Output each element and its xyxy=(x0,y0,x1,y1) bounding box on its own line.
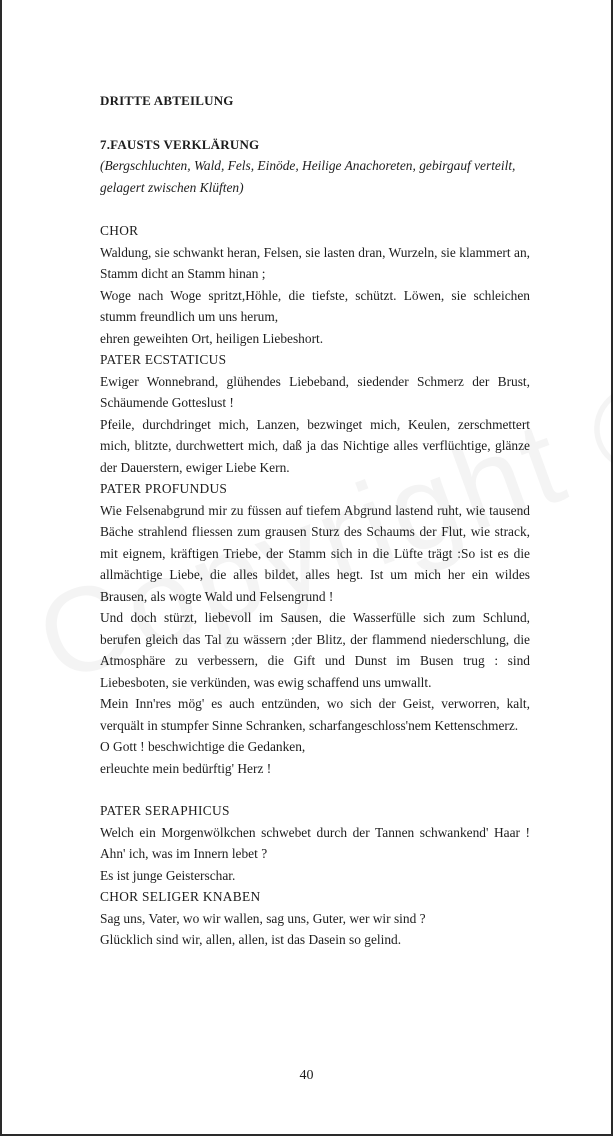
speech-paragraph: Sag uns, Vater, wo wir wallen, sag uns, Guter, wer wir sind ? xyxy=(100,910,426,926)
speaker-name: PATER ECSTATICUS xyxy=(100,352,227,367)
speech-paragraph: Welch ein Morgenwölkchen schwebet durch der Tannen schwankend' Haar ! Ahn' ich, was im Innern lebet ? xyxy=(100,824,530,861)
page-number: 40 xyxy=(299,1068,314,1083)
dialogue-part-2 xyxy=(100,800,530,951)
dialogue-part-1 xyxy=(100,220,530,779)
speech-paragraph: Es ist junge Geisterschar. xyxy=(100,867,236,883)
speech-paragraph: erleuchte mein bedürftig' Herz ! xyxy=(100,760,272,776)
speech-paragraph: ehren geweihten Ort, heiligen Liebeshort. xyxy=(100,330,324,346)
page-content xyxy=(100,90,530,951)
speech-paragraph: Pfeile, durchdringet mich, Lanzen, bezwinget mich, Keulen, zerschmettert mich, blitzte, durchwettert mich, daß ja das Nichtige alles verflüchtige, glänze der Dauerstern, ewiger Liebe Kern. xyxy=(100,416,530,475)
speech-paragraph: Mein Inn'res mög' es auch entzünden, wo sich der Geist, verworren, kalt, verquält in stumpfer Sinne Schranken, scharfangeschloss'nem Kettenschmerz. xyxy=(100,696,530,733)
stage-direction: (Bergschluchten, Wald, Fels, Einöde, Heilige Anachoreten, gebirgauf verteilt, gelagert zwischen Klüften) xyxy=(100,158,516,195)
page-border-left xyxy=(0,0,2,1136)
section-gap xyxy=(100,779,530,800)
speech-paragraph: Und doch stürzt, liebevoll im Sausen, die Wasserfülle sich zum Schlund, berufen gleich das Tal zu wässern ;der Blitz, der flammend niederschlung, die Atmosphäre zu verbessern, die Gift und Dunst im Busen trug : sind Liebesboten, sie verkünden, was ewig schaffend uns umwallt. xyxy=(100,610,530,690)
section-title: DRITTE ABTEILUNG xyxy=(100,93,234,108)
speech-paragraph: Ewiger Wonnebrand, glühendes Liebeband, siedender Schmerz der Brust, Schäumende Gotteslust ! xyxy=(100,373,530,410)
speaker-name: PATER PROFUNDUS xyxy=(100,481,228,496)
scene-title: 7.FAUSTS VERKLÄRUNG xyxy=(100,136,260,152)
speech-paragraph: Glücklich sind wir, allen, allen, ist das Dasein so gelind. xyxy=(100,932,402,947)
speaker-name: CHOR SELIGER KNABEN xyxy=(100,889,261,904)
speaker-name: PATER SERAPHICUS xyxy=(100,803,230,818)
speech-paragraph: Waldung, sie schwankt heran, Felsen, sie lasten dran, Wurzeln, sie klammert an, Stamm dicht an Stamm hinan ; xyxy=(100,244,530,281)
speech-paragraph: Woge nach Woge spritzt,Höhle, die tiefste, schützt. Löwen, sie schleichen stumm freundlich um uns herum, xyxy=(100,287,530,324)
speech-paragraph: O Gott ! beschwichtige die Gedanken, xyxy=(100,739,306,754)
speaker-name: CHOR xyxy=(100,223,139,238)
speech-paragraph: Wie Felsenabgrund mir zu füssen auf tiefem Abgrund lastend ruht, wie tausend Bäche strahlend fliessen zum grausen Sturz des Schaums der Flut, wie strack, mit eignem, kräftigen Triebe, der Stamm sich in die Lüfte trägt :So ist es die allmächtige Liebe, die alles bildet, alles hegt. Ist um mich her ein wildes Brausen, als wogte Wald und Felsengrund ! xyxy=(100,502,530,604)
